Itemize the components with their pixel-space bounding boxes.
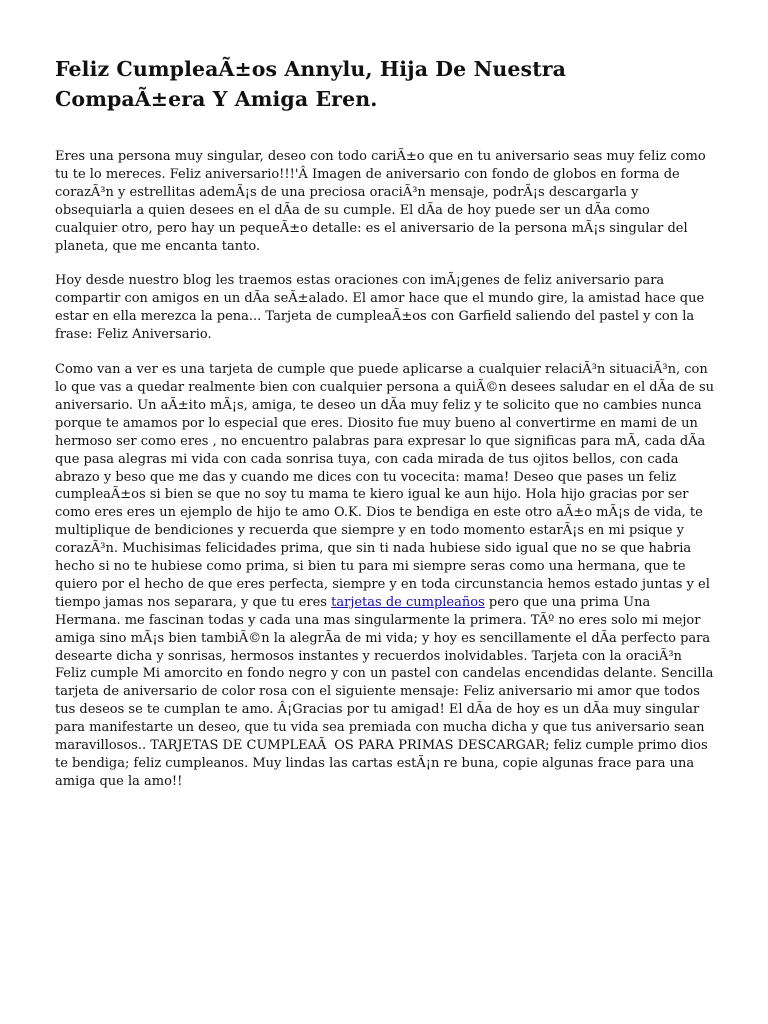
- paragraph-3: [55, 361, 715, 791]
- paragraph-3-text-after-link: pero que una prima Una Hermana. me fascinan todas y cada una mas singularmente la primera. TÃº no eres solo mi mejor amiga sino mÃ¡s bien tambiÃ©n la alegrÃa de mi vida; y hoy es sencillamente el dÃa perfecto para desearte dicha y sonrisas, hermosos instantes y recuerdos inolvidables. Tarjeta con la oraciÃ³n Feliz cumple Mi amorcito en fondo negro y con un pastel con candelas encendidas delante. Sencilla tarjeta de aniversario de color rosa con el siguiente mensaje: Feliz aniversario mi amor que todos tus deseos se te cumplan te amo. Â¡Gracias por tu amigad! El dÃa de hoy es un dÃa muy singular para manifestarte un deseo, que tu vida sea premiada con mucha dicha y que tus aniversario sean maravillosos.. TARJETAS DE CUMPLEAÃOS PARA PRIMAS DESCARGAR; feliz cumple primo dios te bendiga; feliz cumpleanos. Muy lindas las cartas estÃ¡n re buna, copie algunas frace para una amiga que la amo!!: [55, 594, 714, 789]
- page-title: Feliz CumpleaÃ±os Annylu, Hija De Nuestra CompaÃ±era Y Amiga Eren.: [55, 57, 567, 111]
- paragraph-2: Hoy desde nuestro blog les traemos estas oraciones con imÃ¡genes de feliz aniversario para compartir con amigos en un dÃa seÃ±alado. El amor hace que el mundo gire, la amistad hace que estar en ella merezca la pena... Tarjeta de cumpleaÃ±os con Garfield saliendo del pastel y con la frase: Feliz Aniversario.: [55, 273, 705, 343]
- article-body: [55, 148, 715, 791]
- document-page: [55, 54, 715, 808]
- paragraph-3-text-before-link: Como van a ver es una tarjeta de cumple que puede aplicarse a cualquier relaciÃ³n situaciÃ³n, con lo que vas a quedar realmente bien con cualquier persona a quiÃ©n desees saludar en el dÃa de su aniversario. Un aÃ±ito mÃ¡s, amiga, te deseo un dÃa muy feliz y te solicito que no cambies nunca porque te amamos por lo especial que eres. Diosito fue muy bueno al convertirme en mami de un hermoso ser como eres , no encuentro palabras para expresar lo que significas para mÃ, cada dÃa que pasa alegras mi vida con cada sonrisa tuya, con cada mirada de tus ojitos bellos, con cada abrazo y beso que me das y cuando me dices con tu vocecita: mama! Deseo que pases un feliz cumpleaÃ±os si bien se que no soy tu mama te kiero igual ke aun hijo. Hola hijo gracias por ser como eres eres un ejemplo de hijo te amo O.K. Dios te bendiga en este otro aÃ±o mÃ¡s de vida, te multiplique de bendiciones y recuerda que siempre y en todo momento estarÃ¡s en mi psique y corazÃ³n. Muchisimas felicidades prima, que sin ti nada hubiese sido igual que no se que habria hecho si no te hubiese como prima, si bien tu para mi siempre seras como una hermana, que te quiero por el hecho de que eres perfecta, siempre y en toda circunstancia hemos estado juntas y el tiempo jamas nos separara, y que tu eres: [55, 362, 715, 610]
- paragraph-1: Eres una persona muy singular, deseo con todo cariÃ±o que en tu aniversario seas muy feliz como tu te lo mereces. Feliz aniversario!!!'Â Imagen de aniversario con fondo de globos en forma de corazÃ³n y estrellitas ademÃ¡s de una preciosa oraciÃ³n mensaje, podrÃ¡s descargarla y obsequiarla a quien desees en el dÃa de su cumple. El dÃa de hoy puede ser un dÃa como cualquier otro, pero hay un pequeÃ±o detalle: es el aniversario de la persona mÃ¡s singular del planeta, que me encanta tanto.: [55, 149, 706, 254]
- tarjetas-de-cumpleanos-link[interactable]: tarjetas de cumpleaños: [331, 594, 485, 610]
